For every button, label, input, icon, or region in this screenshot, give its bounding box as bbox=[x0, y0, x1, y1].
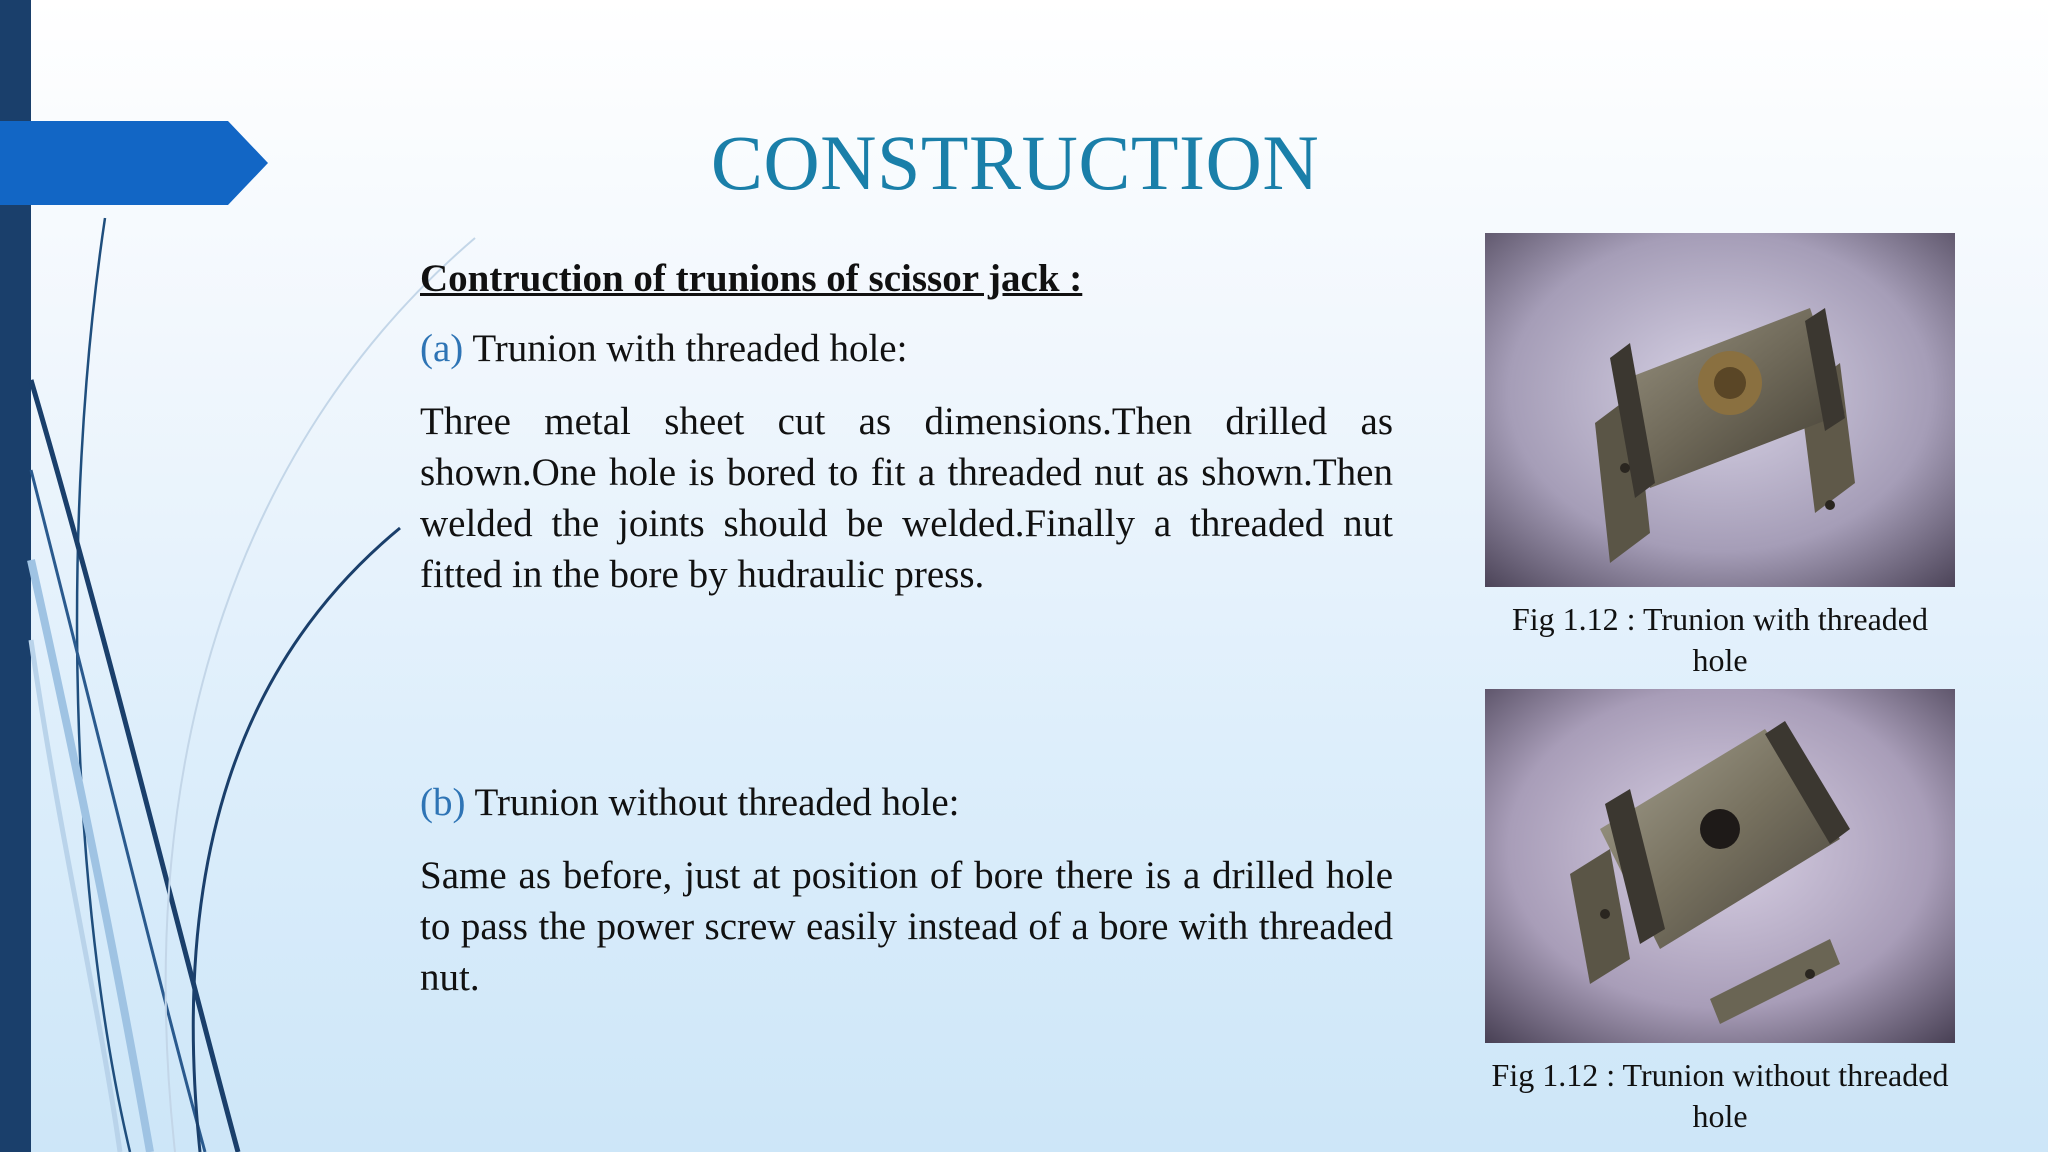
trunion-threaded-photo bbox=[1485, 233, 1955, 587]
section-b-title: Trunion without threaded hole: bbox=[474, 781, 960, 824]
figure-caption: Fig 1.12 : Trunion without threaded hole bbox=[1491, 1057, 1949, 1134]
section-b-body: Same as before, just at position of bore there is a drilled hole to pass the power screw easily instead of a bore with threaded nut. bbox=[420, 854, 1393, 999]
trunion-without-thread-photo bbox=[1485, 689, 1955, 1043]
slide-title: CONSTRUCTION bbox=[710, 119, 1320, 206]
section-a-heading bbox=[420, 324, 1393, 374]
section-b-heading bbox=[420, 778, 1393, 828]
figure-trunion-threaded bbox=[1485, 233, 1955, 681]
section-a-label: (a) bbox=[420, 327, 464, 370]
section-a-title: Trunion with threaded hole: bbox=[472, 327, 908, 370]
section-heading: Contruction of trunions of scissor jack : bbox=[420, 257, 1083, 300]
section-b-label: (b) bbox=[420, 781, 466, 824]
figure-caption: Fig 1.12 : Trunion with threaded hole bbox=[1511, 601, 1928, 678]
slide-content bbox=[420, 254, 1393, 1003]
figure-trunion-without-thread bbox=[1485, 689, 1955, 1137]
section-a-body: Three metal sheet cut as dimensions.Then drilled as shown.One hole is bored to fit a threaded nut as shown.Then welded the joints should be welded.Finally a threaded nut fitted in the bore by hudraulic press. bbox=[420, 400, 1393, 596]
